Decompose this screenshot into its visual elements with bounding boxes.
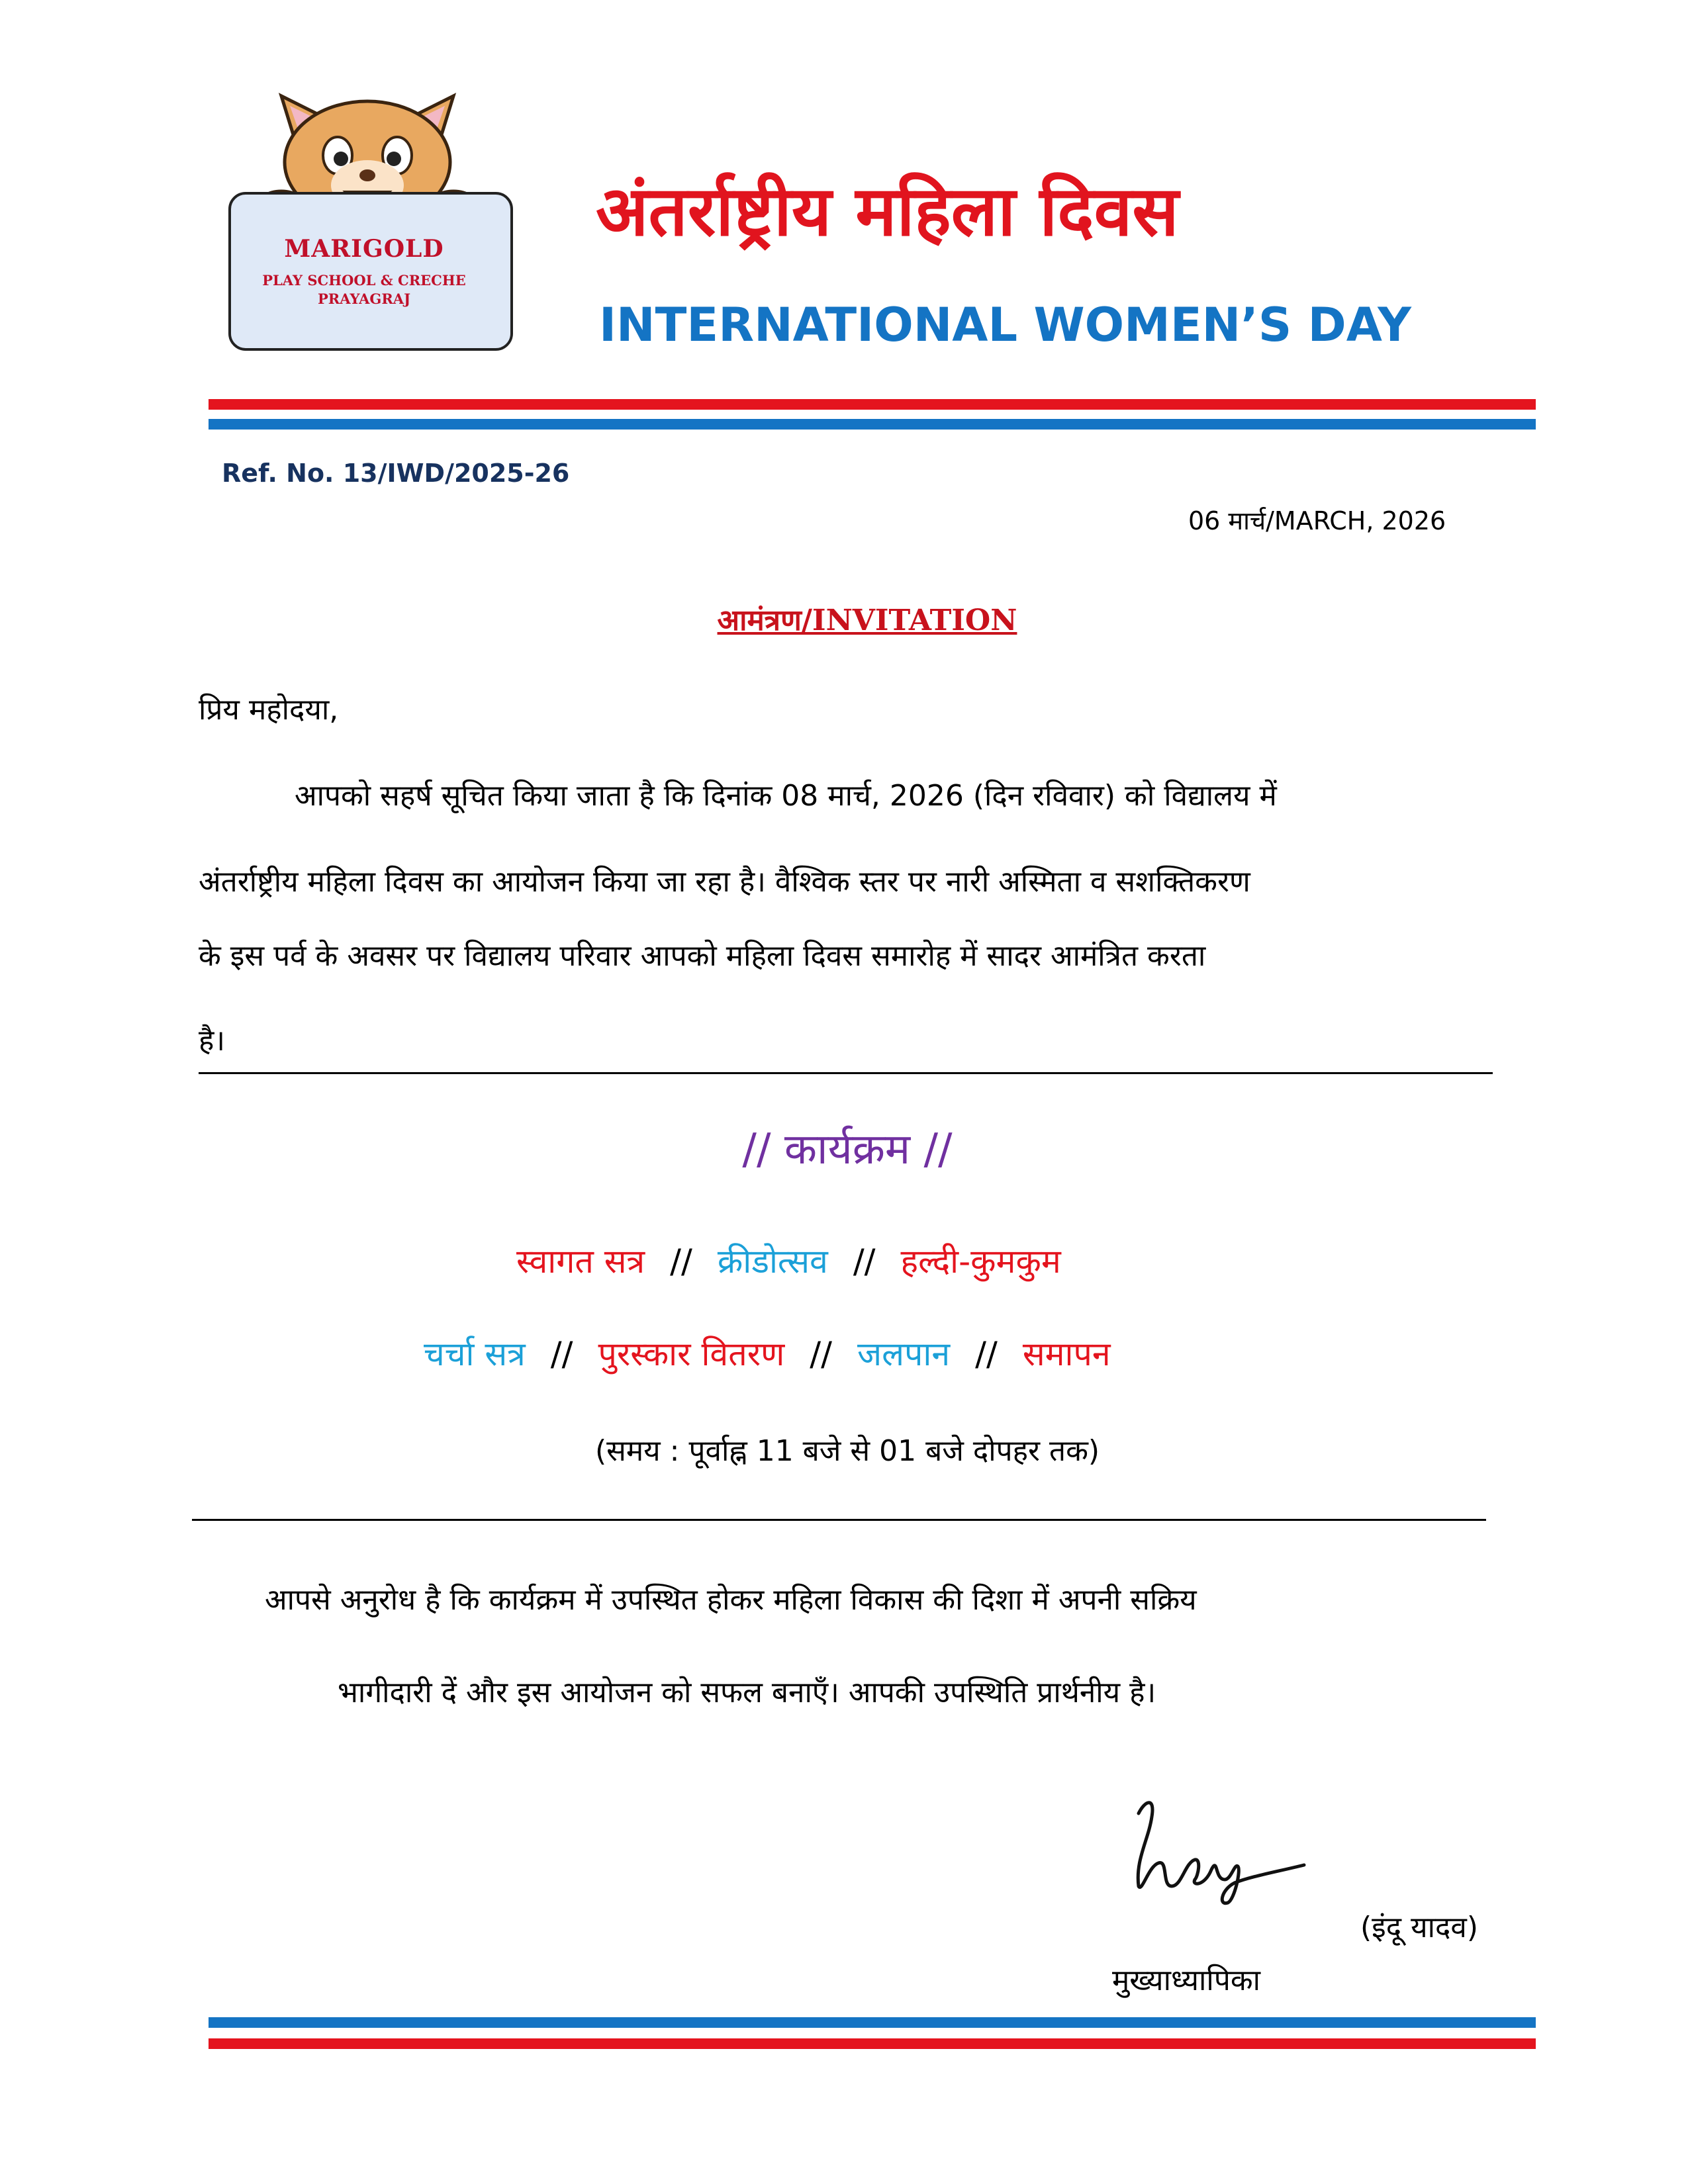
logo-name: MARIGOLD	[284, 235, 444, 263]
body-line: है।	[199, 1024, 226, 1058]
body-line: के इस पर्व के अवसर पर विद्यालय परिवार आपको महिला दिवस समारोह में सादर आमंत्रित करता	[199, 939, 1206, 973]
body-line: अंतर्राष्ट्रीय महिला दिवस का आयोजन किया जा रहा है। वैश्विक स्तर पर नारी अस्मिता व सशक्तिकरण	[199, 865, 1250, 899]
programme-item: समापन	[1022, 1335, 1111, 1373]
logo-subtitle	[199, 271, 530, 308]
programme-item: जलपान	[857, 1335, 951, 1373]
separator: //	[853, 1242, 876, 1281]
divider-bottom	[192, 1519, 1486, 1521]
reference-number: Ref. No. 13/IWD/2025-26	[222, 459, 570, 488]
page-title-hindi: अंतर्राष्ट्रीय महिला दिवस	[596, 171, 1179, 251]
programme-row-2	[424, 1330, 1111, 1375]
programme-item: पुरस्कार वितरण	[598, 1335, 785, 1373]
separator: //	[670, 1242, 692, 1281]
body-line: आपको सहर्ष सूचित किया जाता है कि दिनांक 08 मार्च, 2026 (दिन रविवार) को विद्यालय में	[295, 779, 1277, 813]
separator: //	[550, 1335, 573, 1373]
invitation-heading: आमंत्रण/INVITATION	[717, 604, 1017, 637]
salutation: प्रिय महोदया,	[199, 693, 339, 727]
request-line: भागीदारी दें और इस आयोजन को सफल बनाएँ। आपकी उपस्थिति प्रार्थनीय है।	[338, 1676, 1156, 1709]
request-line: आपसे अनुरोध है कि कार्यक्रम में उपस्थित होकर महिला विकास की दिशा में अपनी सक्रिय	[265, 1583, 1197, 1617]
programme-item: स्वागत सत्र	[516, 1242, 645, 1281]
separator: //	[810, 1335, 832, 1373]
divider-top	[199, 1072, 1493, 1074]
programme-item: क्रीडोत्सव	[717, 1242, 828, 1281]
header-blue-stripe	[209, 419, 1536, 430]
footer-red-stripe	[209, 2038, 1536, 2049]
footer-blue-stripe	[209, 2017, 1536, 2028]
page-title-english: INTERNATIONAL WOMEN’S DAY	[599, 298, 1411, 352]
programme-time: (समय : पूर्वाह्न 11 बजे से 01 बजे दोपहर तक)	[594, 1434, 1100, 1468]
logo-subtitle-line: PLAY SCHOOL & CRECHE	[262, 272, 466, 289]
signatory-designation: मुख्याध्यापिका	[1112, 1964, 1261, 1997]
signatory-name: (इंदू यादव)	[1360, 1911, 1479, 1944]
programme-item: हल्दी-कुमकुम	[900, 1242, 1061, 1281]
programme-item: चर्चा सत्र	[424, 1335, 526, 1373]
signature-scribble	[1119, 1787, 1317, 1913]
programme-title: // कार्यक्रम //	[742, 1125, 953, 1174]
logo-city: PRAYAGRAJ	[317, 291, 411, 307]
letter-date: 06 मार्च/MARCH, 2026	[1188, 506, 1446, 535]
programme-row-1	[516, 1238, 1061, 1283]
school-logo	[199, 93, 530, 371]
header-red-stripe	[209, 399, 1536, 410]
separator: //	[975, 1335, 998, 1373]
